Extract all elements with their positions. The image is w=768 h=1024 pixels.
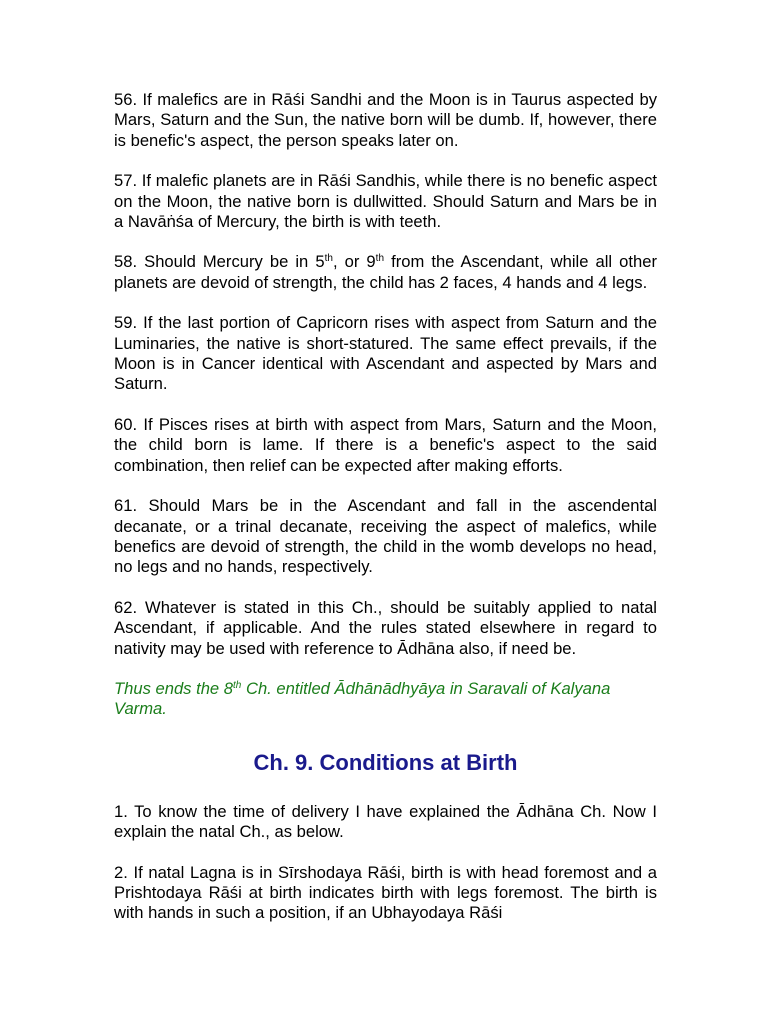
verse-58-text-3: from the Ascendant, while all other planets are devoid of strength, the child has 2 faces, 4 hands and 4 legs. [114,252,657,292]
verse-61: 61. Should Mars be in the Ascendant and fall in the ascendental decanate, or a trinal decanate, receiving the aspect of malefics, while benefics are devoid of strength, the child in the womb develops no head, no legs and no hands, respectively. [114,496,657,577]
verse-59: 59. If the last portion of Capricorn rises with aspect from Saturn and the Luminaries, the native is short-statured. The same effect prevails, if the Moon is in Cancer identical with Ascendant and aspected by Mars and Saturn. [114,313,657,394]
closing-text-1: Thus ends the 8 [114,678,234,698]
chapter-9-verse-1: 1. To know the time of delivery I have explained the Ādhāna Ch. Now I explain the natal Ch., as below. [114,801,657,842]
verse-62: 62. Whatever is stated in this Ch., should be suitably applied to natal Ascendant, if applicable. And the rules stated elsewhere in regard to nativity may be used with reference to Ādhāna also, if need be. [114,597,657,658]
closing-text-2: Ch. entitled Ādhānādhyāya in Saravali of Kalyana Varma. [114,678,611,719]
chapter-closing-note [114,679,657,720]
verse-58 [114,252,657,293]
verse-56: 56. If malefics are in Rāśi Sandhi and the Moon is in Taurus aspected by Mars, Saturn and the Sun, the native born will be dumb. If, however, there is benefic's aspect, the person speaks later on. [114,90,657,150]
chapter-heading: Ch. 9. Conditions at Birth [253,749,518,775]
verse-58-text-2: , or 9 [332,252,376,272]
verse-57: 57. If malefic planets are in Rāśi Sandhis, while there is no benefic aspect on the Moon, the native born is dullwitted. Should Saturn and Mars be in a Navāṅśa of Mercury, the birth is with teeth. [114,171,657,232]
closing-superscript: th [233,679,242,691]
verse-58-superscript-1: th [324,253,333,265]
verse-58-text-1: 58. Should Mercury be in 5 [114,252,325,272]
chapter-9-verse-2: 2. If natal Lagna is in Sīrshodaya Rāśi, birth is with head foremost and a Prishtodaya Rāśi at birth indicates birth with legs foremost. The birth is with hands in such a position, if an Ubhayodaya Rāśi [114,862,657,923]
verse-58-superscript-2: th [375,253,385,265]
document-page [114,90,657,923]
verse-60: 60. If Pisces rises at birth with aspect from Mars, Saturn and the Moon, the child born is lame. If there is a benefic's aspect to the said combination, then relief can be expected after making efforts. [114,414,657,475]
chapter-9-verse-2-container [114,863,657,923]
